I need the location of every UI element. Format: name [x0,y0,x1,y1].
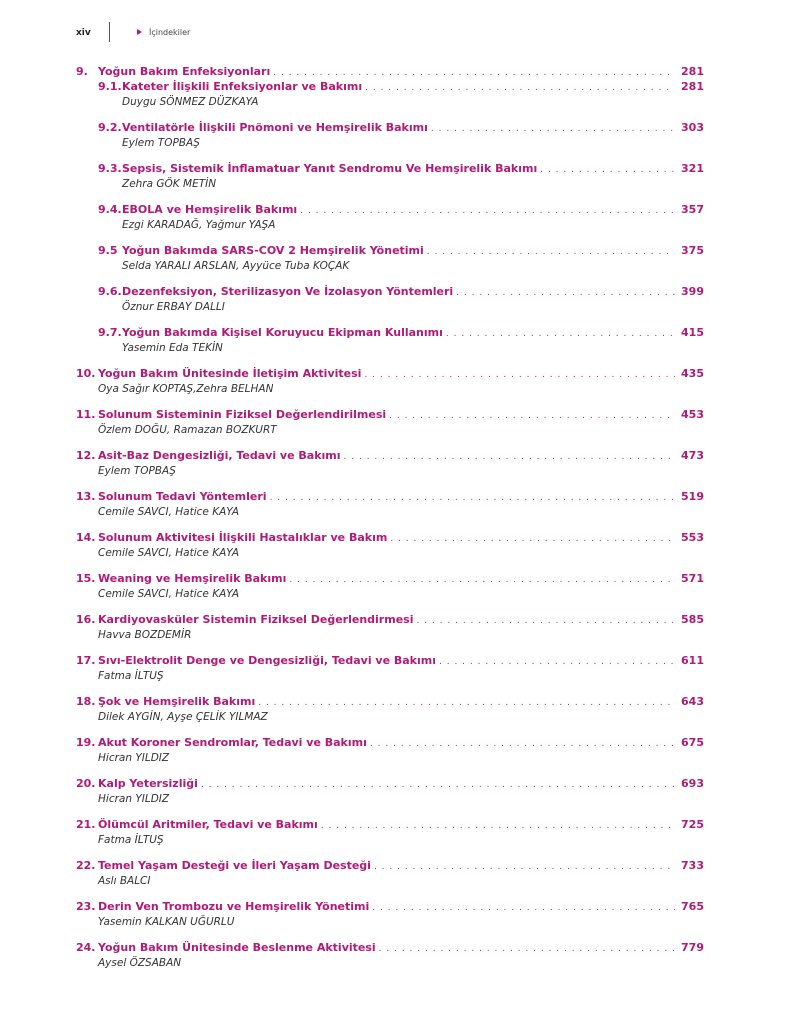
dot-leader [374,862,675,872]
dot-leader [344,452,675,462]
chapter-number: 9.3. [98,162,122,175]
dot-leader [370,739,675,749]
toc-entry-heading [76,490,704,505]
dot-leader [389,411,675,421]
toc-entry-heading [76,285,704,300]
toc-entry-heading [76,941,704,956]
chapter-number: 9.2. [98,121,122,134]
chapter-author: Duygu SÖNMEZ DÜZKAYA [122,96,259,108]
chapter-title: Kalp Yetersizliği [98,777,198,790]
chapter-title: Yoğun Bakım Ünitesinde İletişim Aktivitesi [98,367,362,380]
chapter-author: Oya Sağır KOPTAŞ,Zehra BELHAN [98,383,274,395]
toc-entry-heading [76,449,704,464]
toc-entry[interactable] [76,449,704,478]
dot-leader [379,944,675,954]
dot-leader [372,903,675,913]
chapter-title: Ventilatörle İlişkili Pnömoni ve Hemşirelik Bakımı [122,121,428,134]
chapter-title: Derin Ven Trombozu ve Hemşirelik Yönetimi [98,900,370,913]
toc-entry[interactable] [76,818,704,847]
toc-entry-heading [76,408,704,423]
toc-entry-heading [76,777,704,792]
entry-spacer [76,560,704,572]
chapter-title: Weaning ve Hemşirelik Bakımı [98,572,287,585]
chapter-author: Yasemin KALKAN UĞURLU [98,916,235,928]
chapter-author: Hicran YILDIZ [98,793,170,805]
dot-leader [300,206,675,216]
entry-spacer [76,642,704,654]
chapter-title: Sıvı-Elektrolit Denge ve Dengesizliği, Tedavi ve Bakımı [98,654,437,667]
page-ref: 519 [681,490,704,503]
chapter-number: 21. [76,818,96,831]
toc-entry-heading [76,572,704,587]
entry-spacer [76,232,704,244]
page-ref: 725 [681,818,704,831]
chapter-title: Asit-Baz Dengesizliği, Tedavi ve Bakımı [98,449,341,462]
entry-spacer [76,437,704,449]
chapter-title: Solunum Tedavi Yöntemleri [98,490,267,503]
dot-leader [289,575,675,585]
chapter-author: Cemile SAVCI, Hatice KAYA [98,506,240,518]
dot-leader [364,370,675,380]
chapter-author: Fatma İLTUŞ [98,670,164,682]
chapter-title: Kateter İlişkili Enfeksiyonlar ve Bakımı [122,80,363,93]
chapter-number: 17. [76,654,96,667]
chapter-author: Cemile SAVCI, Hatice KAYA [98,588,240,600]
entry-spacer [76,519,704,531]
toc-entry-heading [76,367,704,382]
chapter-number: 16. [76,613,96,626]
chapter-title: Sepsis, Sistemik İnflamatuar Yanıt Sendromu Ve Hemşirelik Bakımı [122,162,538,175]
entry-spacer [76,888,704,900]
toc-entry[interactable] [76,736,704,765]
toc-entry[interactable] [76,203,704,232]
toc-entry-heading [76,736,704,751]
dot-leader [446,329,675,339]
chapter-title: Akut Koroner Sendromlar, Tedavi ve Bakımı [98,736,367,749]
chapter-author: Selda YARALI ARSLAN, Ayyüce Tuba KOÇAK [122,260,350,272]
toc-entry[interactable] [76,285,704,314]
toc-entry[interactable] [76,572,704,601]
entry-spacer [76,929,704,941]
chapter-author: Dilek AYGİN, Ayşe ÇELİK YILMAZ [98,711,268,723]
chapter-number: 14. [76,531,96,544]
toc-entry[interactable] [76,408,704,437]
chapter-title: Kardiyovasküler Sistemin Fiziksel Değerlendirmesi [98,613,414,626]
chapter-number: 20. [76,777,96,790]
chapter-title: Dezenfeksiyon, Sterilizasyon Ve İzolasyon Yöntemleri [122,285,454,298]
chapter-number: 10. [76,367,96,380]
chapter-author: Özlem DOĞU, Ramazan BOZKURT [98,424,277,436]
entry-spacer [76,765,704,777]
dot-leader [540,165,675,175]
page-number: xiv [76,28,91,38]
chapter-title: Solunum Sisteminin Fiziksel Değerlendirilmesi [98,408,387,421]
page-ref: 415 [681,326,704,339]
chapter-title: Yoğun Bakımda Kişisel Koruyucu Ekipman Kullanımı [122,326,443,339]
toc-entry-heading [76,121,704,136]
toc-entry-heading [76,80,704,95]
chapter-author: Fatma İLTUŞ [98,834,164,846]
toc-entry[interactable] [76,244,704,273]
entry-spacer [76,314,704,326]
page-ref: 357 [681,203,704,216]
page-ref: 453 [681,408,704,421]
entry-spacer [76,683,704,695]
dot-leader [416,616,675,626]
entry-spacer [76,601,704,613]
page-ref: 321 [681,162,704,175]
chapter-author: Aslı BALCI [98,875,151,887]
toc-entry[interactable] [76,121,704,150]
chapter-number: 12. [76,449,96,462]
dot-leader [390,534,675,544]
toc-entry[interactable] [76,695,704,724]
chapter-author: Havva BOZDEMİR [98,629,192,641]
chapter-title: Solunum Aktivitesi İlişkili Hastalıklar ve Bakım [98,531,388,544]
toc-entry[interactable] [76,859,704,888]
page-ref: 435 [681,367,704,380]
toc-entry-heading [76,900,704,915]
chapter-author: Eylem TOPBAŞ [98,465,176,477]
toc-entry-heading [76,654,704,669]
toc-entry-heading [76,859,704,874]
entry-spacer [76,191,704,203]
page-header [76,26,716,46]
toc-entry[interactable] [76,326,704,355]
chapter-number: 11. [76,408,96,421]
entry-spacer [76,150,704,162]
dot-leader [456,288,675,298]
page-ref: 733 [681,859,704,872]
page-ref: 571 [681,572,704,585]
toc-entry-heading [76,695,704,710]
entry-spacer [76,724,704,736]
chapter-title: Ölümcül Aritmiler, Tedavi ve Bakımı [98,818,318,831]
page-ref: 399 [681,285,704,298]
page-ref: 675 [681,736,704,749]
chapter-title: Temel Yaşam Desteği ve İleri Yaşam Desteği [98,859,371,872]
entry-spacer [76,478,704,490]
toc-entry[interactable] [76,613,704,642]
page-ref: 693 [681,777,704,790]
dot-leader [439,657,675,667]
chapter-author: Hicran YILDIZ [98,752,170,764]
toc-entry[interactable] [76,941,704,970]
page-ref: 281 [681,65,704,78]
triangle-bullet-icon [137,29,142,35]
page-ref: 779 [681,941,704,954]
chapter-number: 9.5 [98,244,118,257]
chapter-author: Cemile SAVCI, Hatice KAYA [98,547,240,559]
chapter-number: 15. [76,572,96,585]
page-ref: 303 [681,121,704,134]
chapter-title: Yoğun Bakımda SARS-COV 2 Hemşirelik Yönetimi [122,244,424,257]
toc-entry[interactable] [76,367,704,396]
chapter-author: Aysel ÖZSABAN [98,957,182,969]
page-ref: 585 [681,613,704,626]
dot-leader [321,821,675,831]
chapter-number: 23. [76,900,96,913]
dot-leader [258,698,675,708]
toc-entry-heading [76,818,704,833]
page-ref: 765 [681,900,704,913]
chapter-number: 24. [76,941,96,954]
chapter-title: Şok ve Hemşirelik Bakımı [98,695,256,708]
page-ref: 473 [681,449,704,462]
toc-entry[interactable] [76,900,704,929]
toc-entry-heading [76,65,704,80]
entry-spacer [76,109,704,121]
header-divider [109,22,110,42]
page-ref: 281 [681,80,704,93]
toc-entry[interactable] [76,65,704,80]
chapter-number: 9. [76,65,88,78]
chapter-author: Öznur ERBAY DALLI [122,301,225,313]
section-title: İçindekiler [149,28,191,37]
chapter-number: 22. [76,859,96,872]
dot-leader [270,493,675,503]
chapter-number: 9.6. [98,285,122,298]
chapter-number: 13. [76,490,96,503]
entry-spacer [76,396,704,408]
chapter-author: Zehra GÖK METİN [122,178,217,190]
dot-leader [427,247,675,257]
dot-leader [365,83,675,93]
toc-entry-heading [76,613,704,628]
chapter-number: 19. [76,736,96,749]
toc-entry-heading [76,203,704,218]
chapter-title: EBOLA ve Hemşirelik Bakımı [122,203,298,216]
table-of-contents [76,65,704,970]
entry-spacer [76,355,704,367]
toc-entry[interactable] [76,777,704,806]
page-ref: 643 [681,695,704,708]
toc-entry-heading [76,244,704,259]
toc-entry-heading [76,326,704,341]
entry-spacer [76,847,704,859]
chapter-number: 9.4. [98,203,122,216]
toc-entry-heading [76,531,704,546]
chapter-author: Eylem TOPBAŞ [122,137,200,149]
page-ref: 611 [681,654,704,667]
entry-spacer [76,806,704,818]
dot-leader [201,780,675,790]
page-ref: 553 [681,531,704,544]
dot-leader [431,124,675,134]
chapter-number: 9.7. [98,326,122,339]
chapter-number: 9.1. [98,80,122,93]
toc-entry[interactable] [76,80,704,109]
toc-entry-heading [76,162,704,177]
chapter-number: 18. [76,695,96,708]
chapter-title: Yoğun Bakım Enfeksiyonları [98,65,271,78]
chapter-author: Ezgi KARADAĞ, Yağmur YAŞA [122,219,276,231]
chapter-title: Yoğun Bakım Ünitesinde Beslenme Aktivitesi [98,941,376,954]
toc-entry[interactable] [76,531,704,560]
toc-entry[interactable] [76,162,704,191]
chapter-author: Yasemin Eda TEKİN [122,342,223,354]
dot-leader [273,68,675,78]
entry-spacer [76,273,704,285]
toc-entry[interactable] [76,490,704,519]
page-ref: 375 [681,244,704,257]
toc-entry[interactable] [76,654,704,683]
